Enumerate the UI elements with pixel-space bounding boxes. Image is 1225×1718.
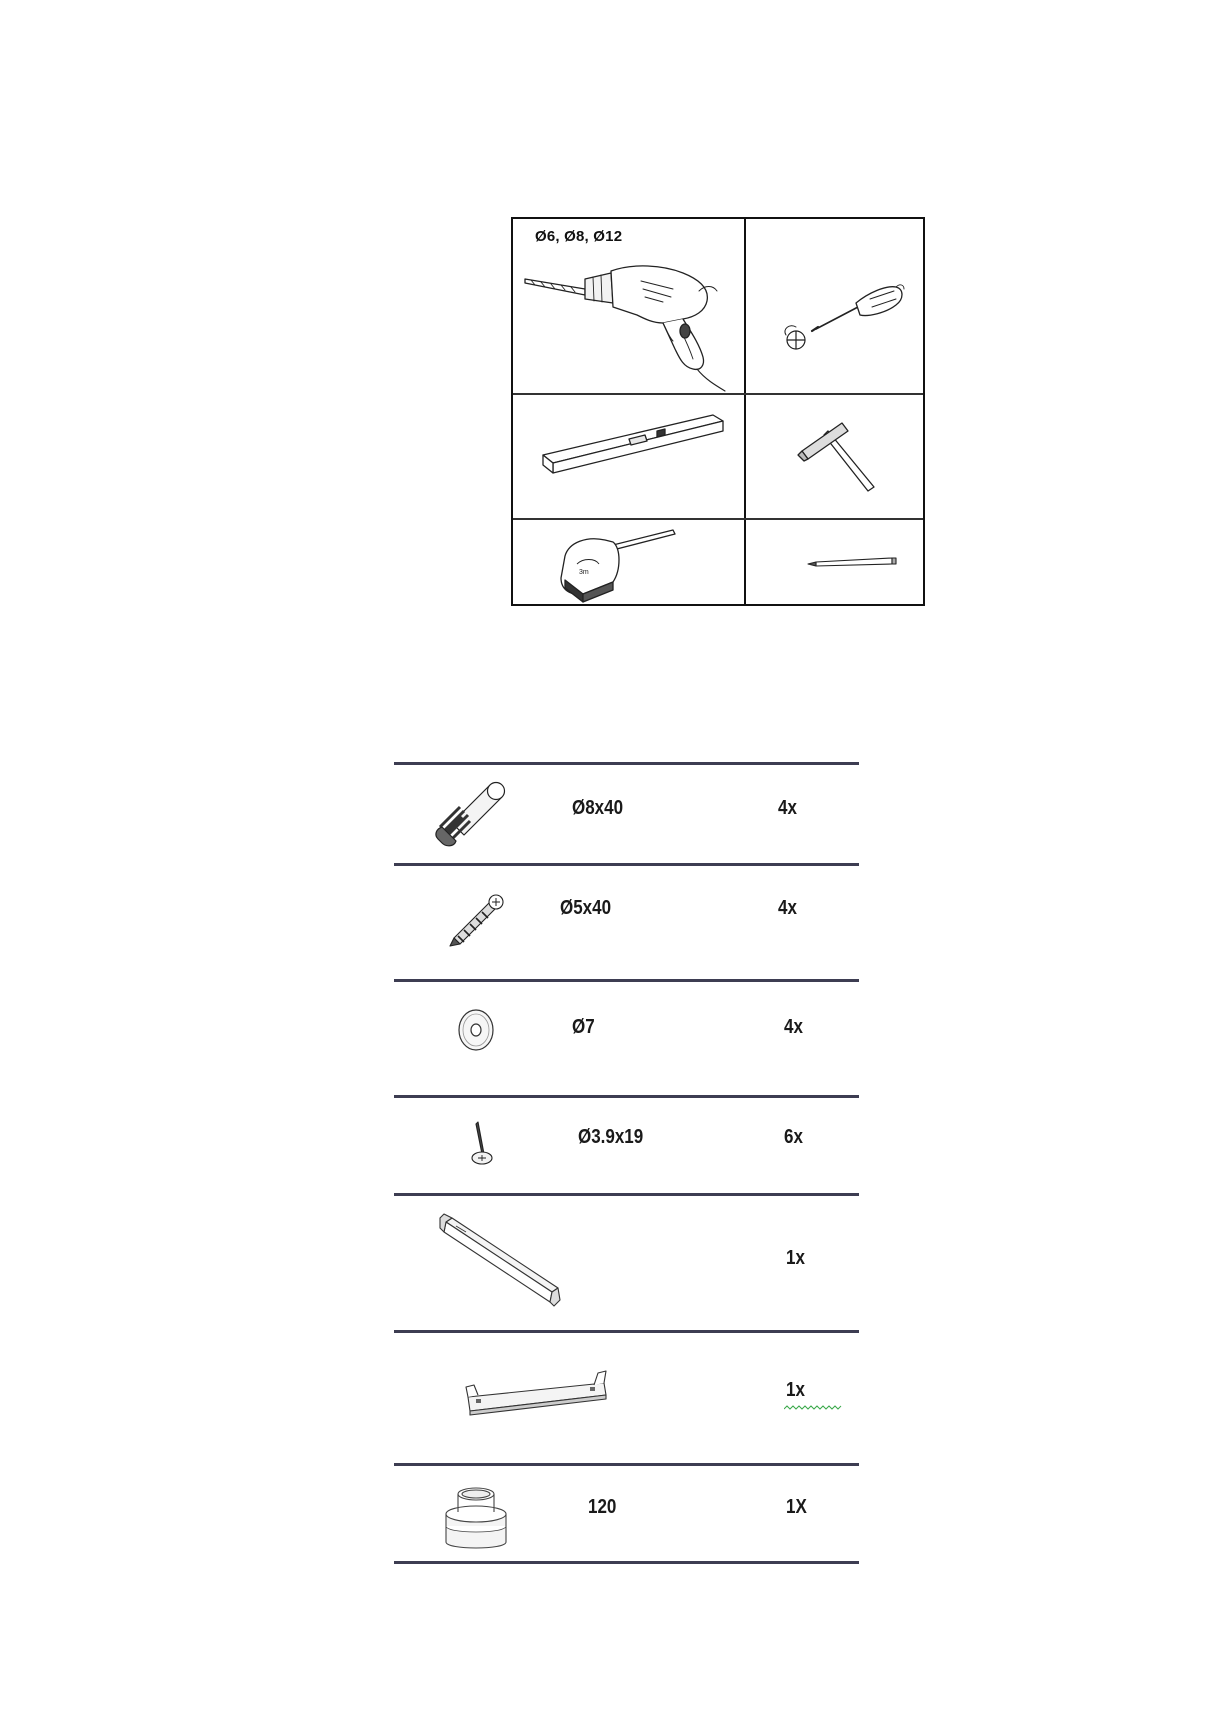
tools-grid [511, 217, 925, 606]
part-quantity: 1x [786, 1379, 805, 1401]
tool-cell-pencil [746, 520, 925, 606]
part-row [394, 863, 859, 979]
part-quantity: 4x [778, 897, 797, 919]
pencil-icon [746, 520, 925, 606]
part-quantity: 6x [784, 1126, 803, 1148]
part-row [394, 1330, 859, 1463]
screw-icon [394, 866, 554, 979]
hammer-icon [746, 395, 925, 518]
washer-icon [394, 982, 554, 1095]
part-size: Ø7 [572, 1016, 595, 1038]
part-size: Ø8x40 [572, 797, 624, 819]
tool-cell-tape-measure [513, 520, 744, 606]
part-row [394, 1463, 859, 1564]
hanging-bracket-icon [394, 1333, 654, 1463]
small-screw-icon [394, 1098, 554, 1193]
spirit-level-icon [513, 395, 744, 518]
wall-plug-icon [394, 765, 554, 863]
part-size: Ø5x40 [560, 897, 612, 919]
phillips-screwdriver-icon [746, 219, 925, 393]
part-size: 120 [588, 1496, 617, 1518]
spellcheck-squiggle [784, 1405, 842, 1413]
part-quantity: 4x [784, 1016, 803, 1038]
mounting-rail-icon [394, 1196, 594, 1330]
tool-cell-spirit-level [513, 395, 744, 518]
tool-cell-hammer [746, 395, 925, 518]
drill-icon [513, 219, 744, 393]
svg-text:3m: 3m [579, 569, 589, 576]
part-quantity: 4x [778, 797, 797, 819]
drill-bit-sizes: Ø6, Ø8, Ø12 [535, 228, 623, 245]
part-row [394, 1095, 859, 1193]
tool-cell-drill [513, 219, 744, 393]
duct-adapter-icon [394, 1466, 554, 1561]
part-quantity: 1x [786, 1247, 805, 1269]
part-row [394, 1193, 859, 1330]
part-size: Ø3.9x19 [578, 1126, 644, 1148]
tool-cell-screwdriver [746, 219, 925, 393]
part-quantity: 1X [786, 1496, 807, 1518]
part-row [394, 979, 859, 1095]
parts-list [394, 762, 859, 1564]
part-row [394, 762, 859, 863]
tape-measure-icon [513, 520, 744, 606]
